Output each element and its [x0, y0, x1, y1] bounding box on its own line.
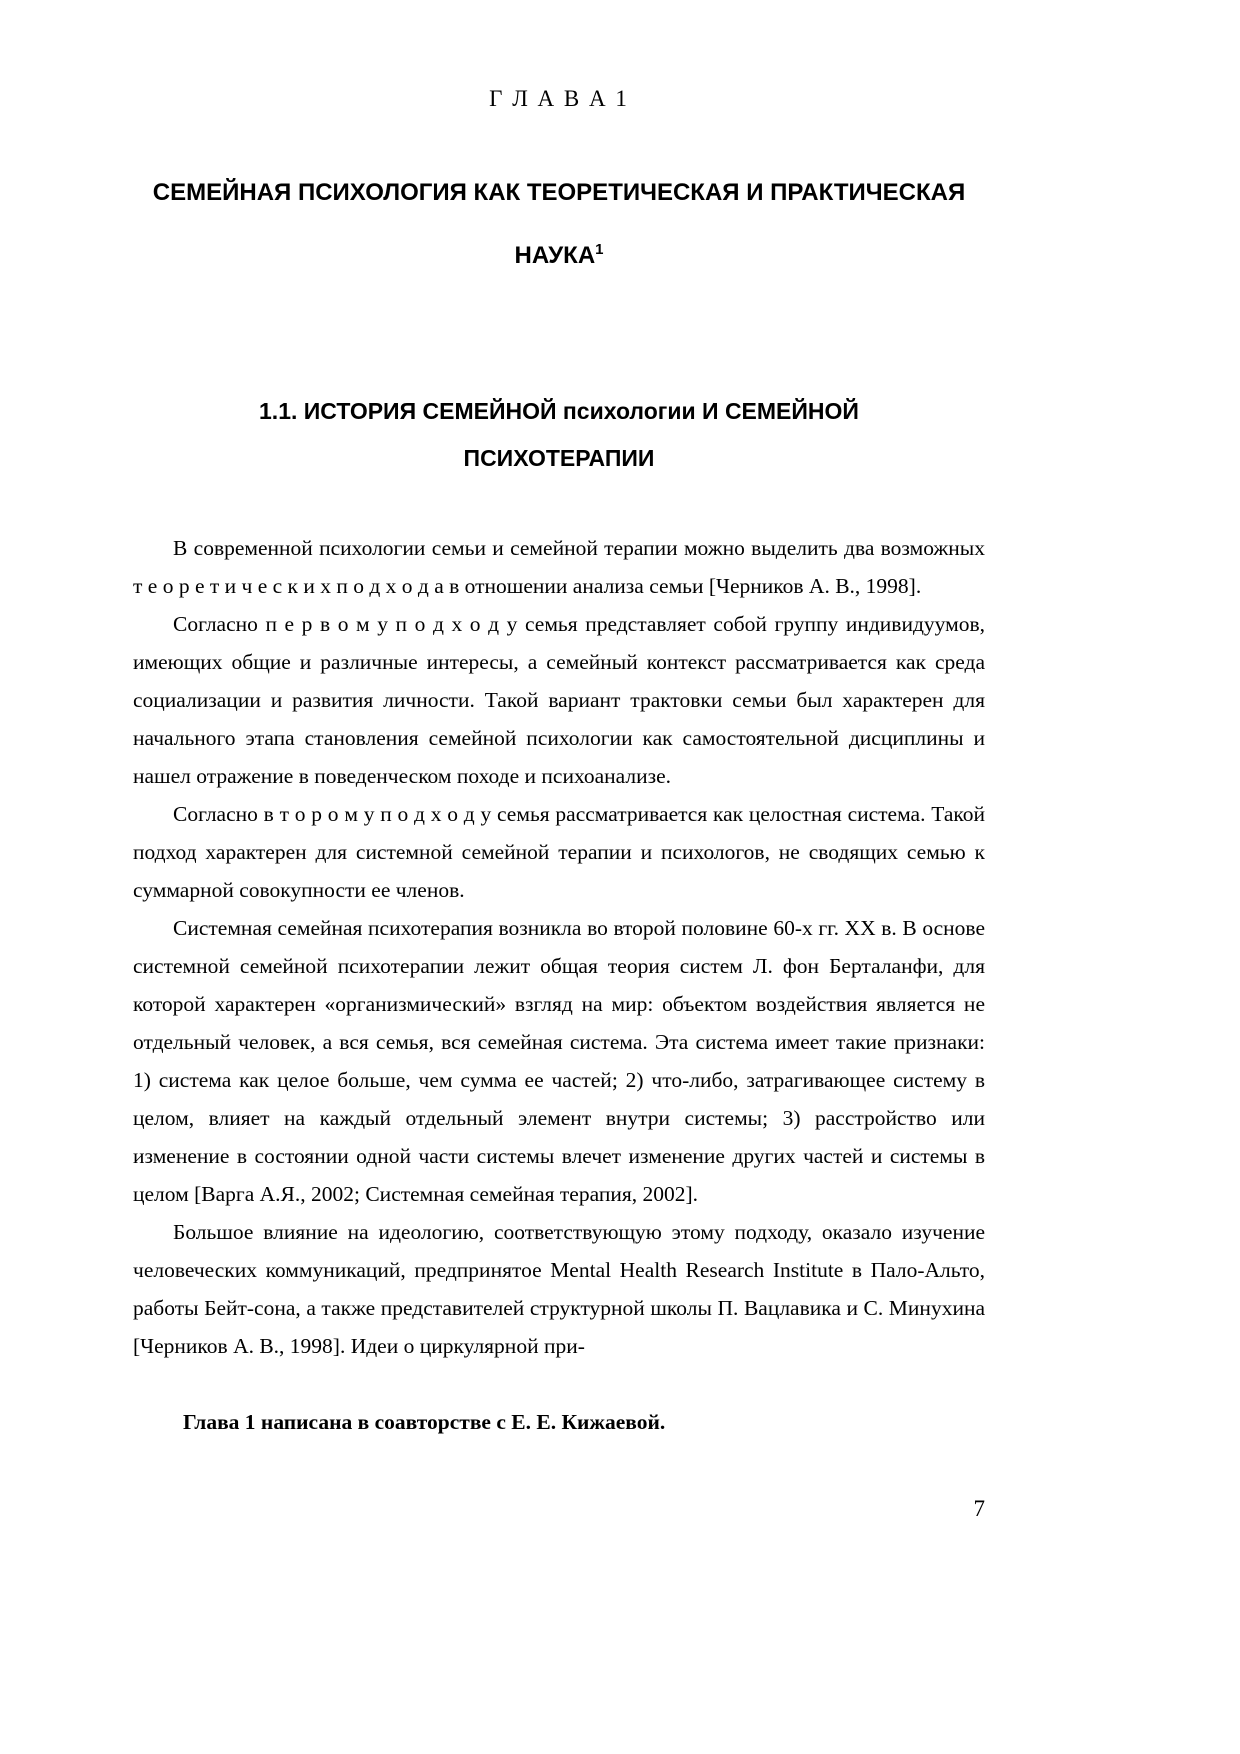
section-heading-line-2: ПСИХОТЕРАПИИ: [463, 445, 655, 471]
page-title: [133, 164, 985, 284]
paragraph: Согласно в т о р о м у п о д х о д у семья рассматривается как целостная система. Такой подход характерен для системной семейной терапии и психологов, не сводящих семью к суммарной совокупности ее членов.: [133, 802, 985, 902]
title-footnote-mark: 1: [595, 241, 604, 258]
page-title-line-1: СЕМЕЙНАЯ ПСИХОЛОГИЯ КАК ТЕОРЕТИЧЕСКАЯ И ПРАКТИЧЕСКАЯ: [152, 179, 966, 206]
section-heading: [133, 388, 985, 482]
paragraph: В современной психологии семьи и семейной терапии можно выделить два возможных т е о р е т и ч е с к и х п о д х о д а в отношении анализа семьи [Черников А. В., 1998].: [133, 536, 985, 598]
chapter-footnote: Глава 1 написана в соавторстве с Е. Е. Кижаевой.: [183, 1410, 666, 1434]
paragraph: Системная семейная психотерапия возникла во второй половине 60-х гг. XX в. В основе системной семейной психотерапии лежит общая теория систем Л. фон Берталанфи, для которой характерен «организмический» взгляд на мир: объектом воздействия является не отдельный человек, а вся семья, вся семейная система. Эта система имеет такие признаки: 1) система как целое больше, чем сумма ее частей; 2) что-либо, затрагивающее систему в целом, влияет на каждый отдельный элемент внутри системы; 3) расстройство или изменение в состоянии одной части системы влечет изменение других частей и системы в целом [Варга А.Я., 2002; Системная семейная терапия, 2002].: [133, 916, 985, 1206]
page-number: 7: [973, 1496, 985, 1521]
page-title-line-2: [133, 221, 985, 284]
section-heading-line-1: 1.1. ИСТОРИЯ СЕМЕЙНОЙ психологии И СЕМЕЙНОЙ: [259, 398, 859, 424]
page-title-word: НАУКА: [514, 242, 596, 269]
chapter-label: Г Л А В А 1: [489, 86, 629, 111]
paragraph: Большое влияние на идеологию, соответствующую этому подходу, оказало изучение человеческих коммуникаций, предпринятое Mental Health Research Institute в Пало-Альто, работы Бейт-сона, а также представителей структурной школы П. Вацлавика и С. Минухина [Черников А. В., 1998]. Идеи о циркулярной при-: [133, 1220, 985, 1358]
body-text: [133, 529, 985, 1365]
paragraph: Согласно п е р в о м у п о д х о д у семья представляет собой группу индивидуумов, имеющих общие и различные интересы, а семейный контекст рассматривается как среда социализации и развития личности. Такой вариант трактовки семьи был характерен для начального этапа становления семейной психологии как самостоятельной дисциплины и нашел отражение в поведенческом походе и психоанализе.: [133, 612, 985, 788]
